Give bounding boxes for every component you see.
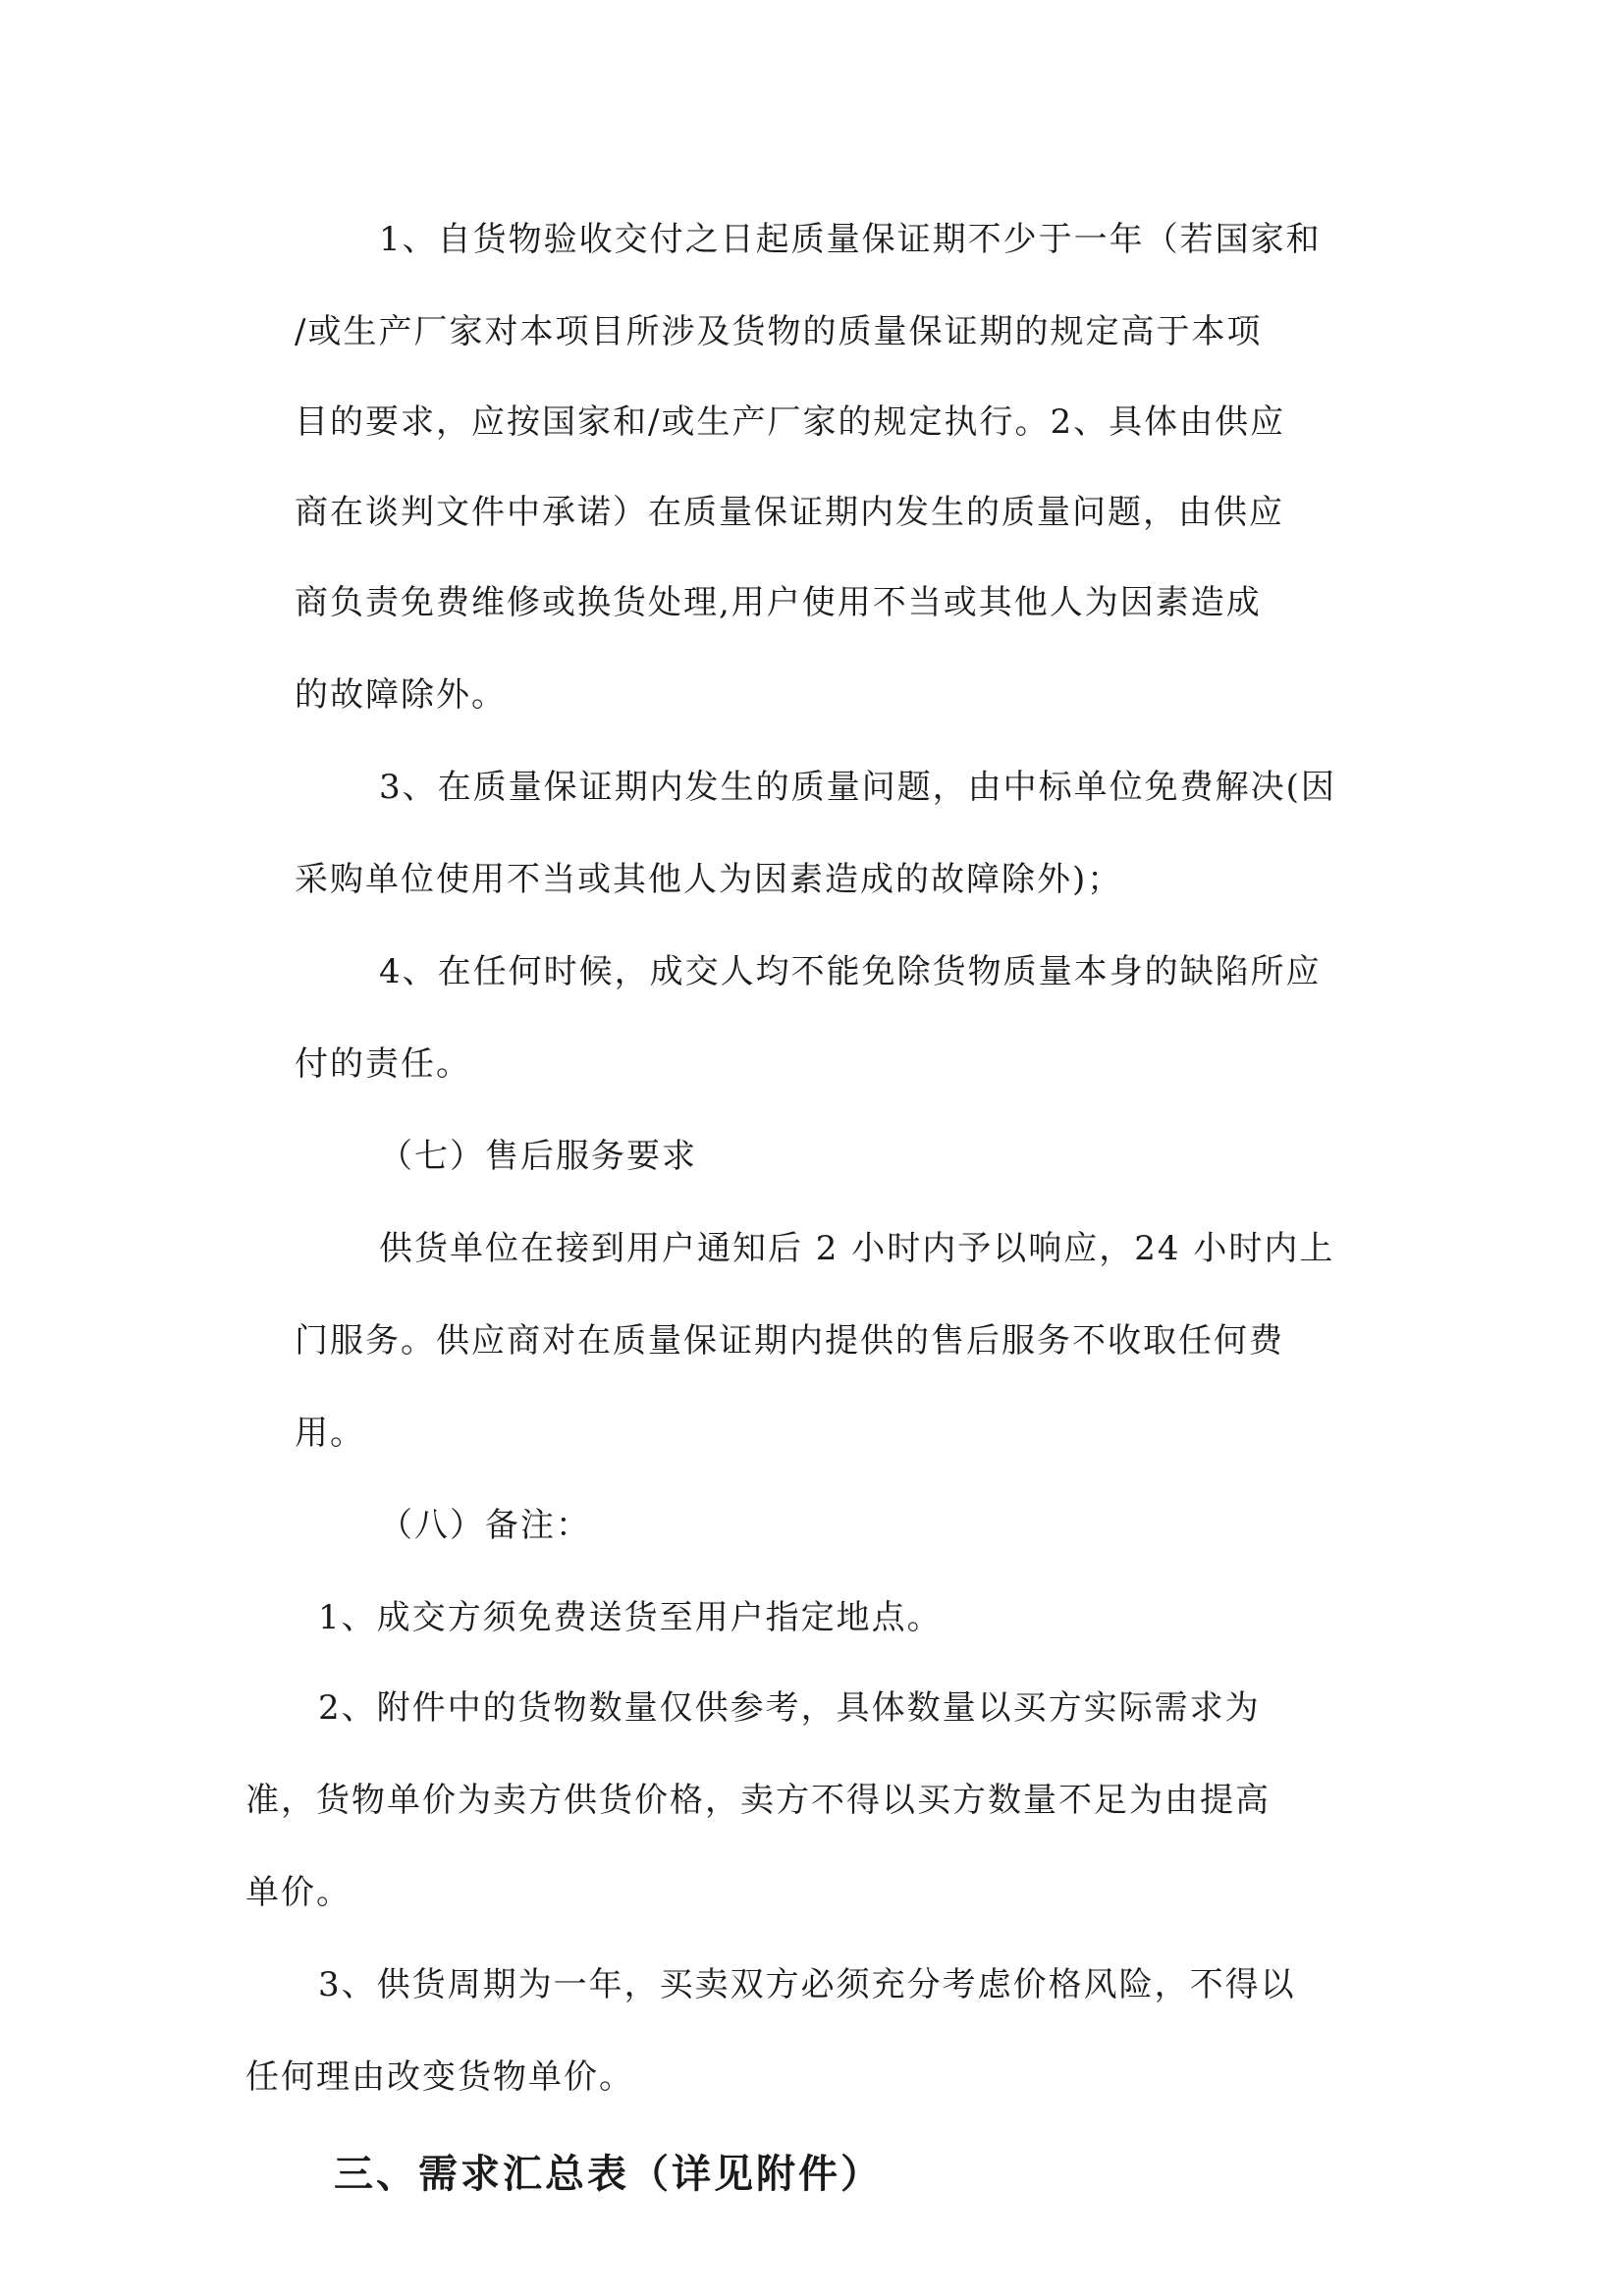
paragraph-line: 门服务。供应商对在质量保证期内提供的售后服务不收取任何费 [295,1321,1284,1361]
paragraph-line: 的故障除外。 [295,675,507,715]
paragraph-line: 单价。 [245,1873,352,1912]
paragraph-line: 准，货物单价为卖方供货价格，卖方不得以买方数量不足为由提高 [245,1781,1271,1820]
paragraph-line: 任何理由改变货物单价。 [245,2057,634,2097]
paragraph-line: 商在谈判文件中承诺）在质量保证期内发生的质量问题，由供应 [295,493,1284,532]
paragraph-line: 4、在任何时候，成交人均不能免除货物质量本身的缺陷所应 [379,952,1322,991]
paragraph-line: 3、在质量保证期内发生的质量问题，由中标单位免费解决(因 [379,768,1336,807]
paragraph-line: 付的责任。 [295,1044,471,1084]
subsection-heading: （七）售后服务要求 [379,1137,697,1176]
paragraph-line: 1、自货物验收交付之日起质量保证期不少于一年（若国家和 [379,220,1322,259]
paragraph-line: 3、供货周期为一年，买卖双方必须充分考虑价格风险，不得以 [318,1965,1296,2004]
paragraph-line: 1、成交方须免费送货至用户指定地点。 [318,1598,943,1637]
paragraph-line: 商负责免费维修或换货处理,用户使用不当或其他人为因素造成 [295,583,1262,622]
section-heading: 三、需求汇总表（详见附件） [334,2151,883,2197]
paragraph-line: 供货单位在接到用户通知后 2 小时内予以响应，24 小时内上 [379,1229,1335,1268]
paragraph-line: 目的要求，应按国家和/或生产厂家的规定执行。2、具体由供应 [295,402,1286,442]
paragraph-line: 2、附件中的货物数量仅供参考，具体数量以买方实际需求为 [318,1688,1261,1728]
paragraph-line: 用。 [295,1414,365,1453]
paragraph-line: /或生产厂家对本项目所涉及货物的质量保证期的规定高于本项 [295,312,1263,351]
paragraph-line: 采购单位使用不当或其他人为因素造成的故障除外)； [295,860,1123,899]
subsection-heading: （八）备注： [379,1506,591,1545]
